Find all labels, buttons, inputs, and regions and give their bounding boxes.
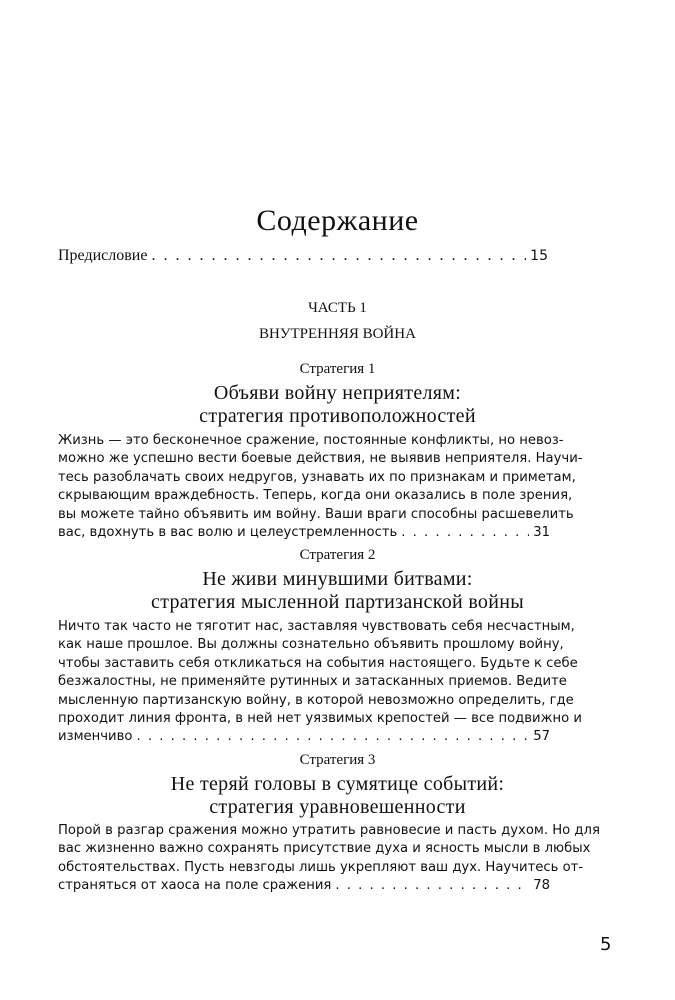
toc-entry-strategy-1[interactable] — [58, 524, 550, 542]
dot-leader — [136, 728, 529, 746]
strategy-description — [58, 822, 600, 896]
toc-entry-page: 57 — [533, 729, 550, 745]
toc-entry-page: 78 — [533, 878, 550, 894]
description-line: изменчиво — [58, 729, 133, 745]
strategy-title[interactable]: стратегия противоположностей — [199, 405, 476, 427]
description-line: вас, вдохнуть в вас волю и целеустремленность — [58, 524, 398, 540]
strategy-title[interactable]: Объяви войну неприятелям: — [213, 382, 462, 404]
strategy-description — [58, 432, 583, 542]
description-line: можно же успешно вести боевые действия, не выявив неприятеля. Научи- — [58, 451, 583, 467]
strategy-title[interactable]: стратегия мысленной партизанской войны — [151, 591, 524, 613]
description-line: как наше прошлое. Вы должны сознательно объявить прошлому войну, — [58, 637, 564, 653]
description-line: чтобы заставить себя откликаться на события настоящего. Будьте к себе — [58, 655, 578, 671]
description-line: Жизнь — это бесконечное сражение, постоянные конфликты, но невоз- — [58, 433, 564, 448]
dot-leader — [335, 877, 529, 895]
description-line: вас жизненно важно сохранять присутствие духа и ясность мысли в любых — [58, 841, 591, 857]
toc-entry-strategy-3[interactable] — [58, 877, 550, 895]
description-line: страняться от хаоса на поле сражения — [58, 878, 332, 894]
part-number: ЧАСТЬ 1 — [308, 300, 367, 316]
strategy-description — [58, 618, 582, 747]
description-line: безжалостны, не применяйте рутинных и затасканных приемов. Ведите — [58, 674, 567, 690]
dot-leader — [401, 524, 529, 542]
description-line: мысленную партизанскую войну, в которой невозможно определить, где — [58, 692, 574, 708]
toc-entry-strategy-2[interactable] — [58, 728, 550, 746]
toc-entry-page: 15 — [530, 248, 548, 264]
page-title: Содержание — [256, 204, 419, 237]
toc-entry-label: Предисловие — [58, 247, 148, 264]
dot-leader — [151, 247, 526, 265]
description-line: тесь разоблачать своих недругов, узнавать их по признакам и приметам, — [58, 469, 576, 485]
description-line: вы можете тайно объявить им войну. Ваши враги способны расшевелить — [58, 506, 574, 522]
strategy-label: Стратегия 2 — [299, 547, 376, 563]
toc-entry-preface[interactable] — [58, 247, 548, 265]
description-line: проходит линия фронта, в ней нет уязвимых крепостей — все подвижно и — [58, 710, 582, 726]
strategy-title[interactable]: Не теряй головы в сумятице событий: — [170, 773, 505, 795]
strategy-title[interactable]: стратегия уравновешенности — [209, 796, 466, 818]
page-number: 5 — [600, 934, 612, 955]
description-line: Ничто так часто не тяготит нас, заставляя чувствовать себя несчастным, — [58, 619, 575, 634]
strategy-label: Стратегия 3 — [299, 752, 376, 768]
part-title: ВНУТРЕННЯЯ ВОЙНА — [259, 326, 416, 342]
description-line: обстоятельствах. Пусть невзгоды лишь укрепляют ваш дух. Научитесь от- — [58, 859, 584, 875]
description-line: Порой в разгар сражения можно утратить равновесие и пасть духом. Но для — [58, 823, 600, 838]
toc-entry-page: 31 — [533, 524, 550, 540]
strategy-title[interactable]: Не живи минувшими битвами: — [202, 568, 473, 590]
description-line: скрывающим враждебность. Теперь, когда они оказались в поле зрения, — [58, 488, 573, 504]
strategy-label: Стратегия 1 — [299, 361, 376, 377]
